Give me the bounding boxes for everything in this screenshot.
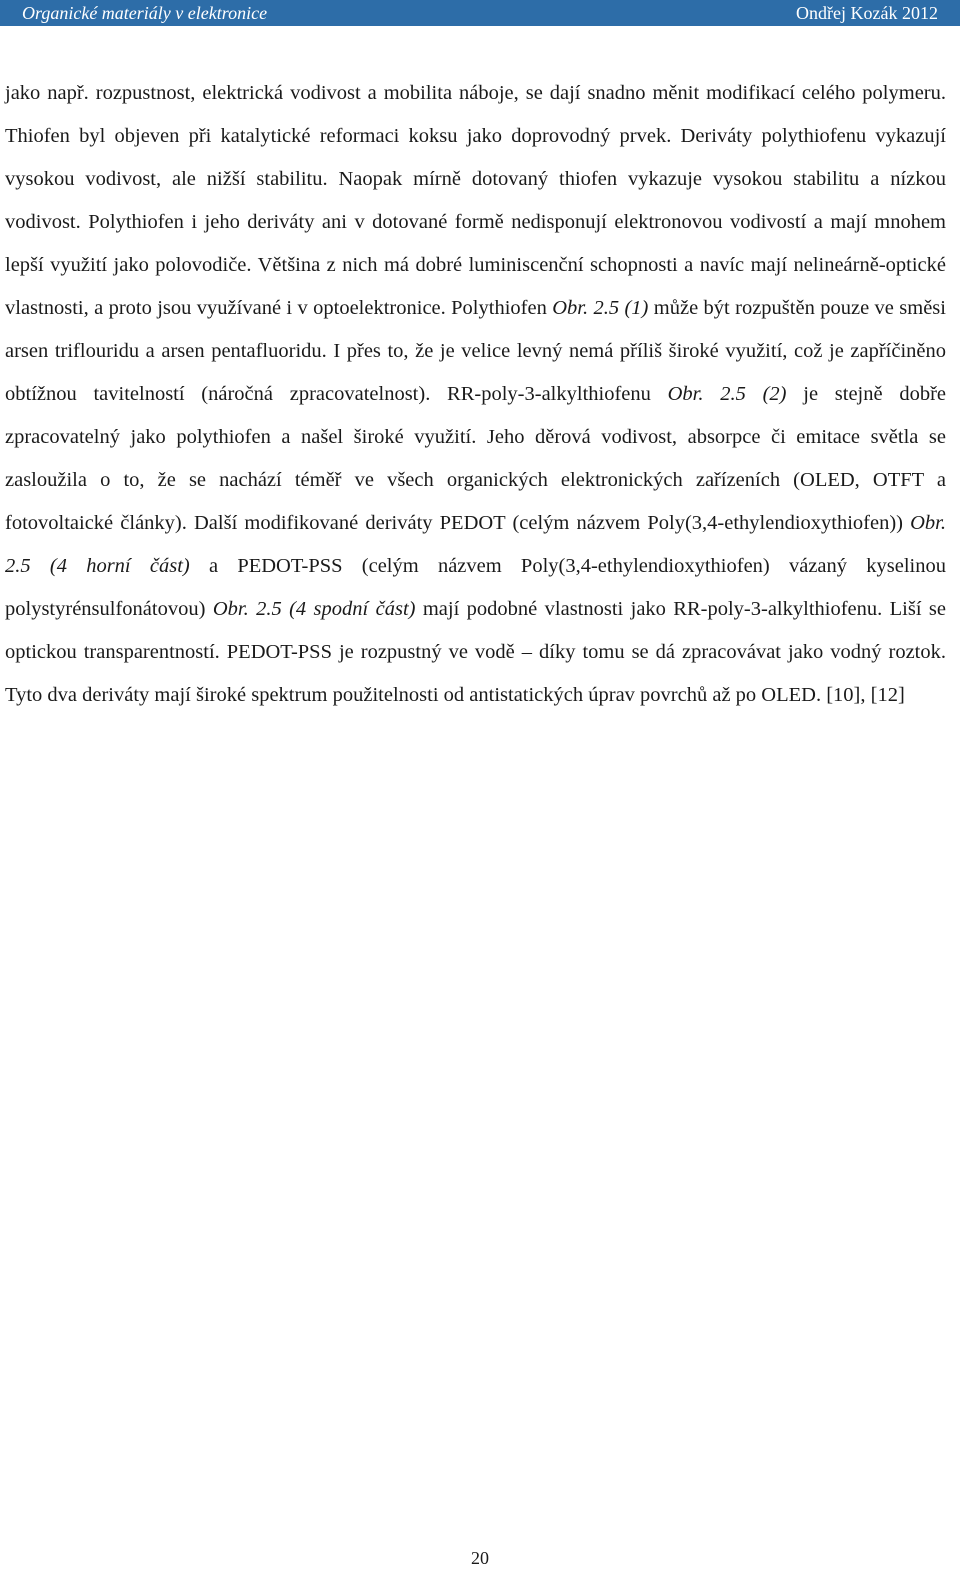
figure-reference: Obr. 2.5 (1) xyxy=(552,297,649,319)
text-segment: a PEDOT-PSS (celým názvem Poly(3,4-ethylendioxythiofen) vázaný kyselinou polystyrénsulfonátovou) xyxy=(5,555,946,620)
text-segment: jako např. rozpustnost, elektrická vodivost a mobilita náboje, se dají snadno měnit modifikací celého polymeru. Thiofen byl objeven při katalytické reformaci koksu jako doprovodný prvek. Deriváty polythiofenu vykazují vysokou vodivost, ale nižší stabilitu. Naopak mírně dotovaný thiofen vykazuje vysokou stabilitu a nízkou vodivost. Polythiofen i jeho deriváty ani v dotované formě nedisponují elektronovou vodivostí a mají mnohem lepší využití jako polovodiče. Většina z nich má dobré luminiscenční schopnosti a navíc mají nelineárně-optické vlastnosti, a proto jsou využívané i v optoelektronice. Polythiofen xyxy=(5,82,946,319)
page-number: 20 xyxy=(471,1548,489,1568)
figure-reference: Obr. 2.5 (4 horní část) xyxy=(5,512,946,577)
text-segment: je stejně dobře zpracovatelný jako polythiofen a našel široké využití. Jeho děrová vodivost, absorpce či emitace světla se zasloužila o to, že se nachází téměř ve všech organických elektronických zařízeních (OLED, OTFT a fotovoltaické články). Další modifikované deriváty PEDOT (celým názvem Poly(3,4-ethylendioxythiofen)) xyxy=(5,383,946,534)
body-text xyxy=(5,72,946,717)
header-document-title: Organické materiály v elektronice xyxy=(22,3,268,23)
text-segment: mají podobné vlastnosti jako RR-poly-3-alkylthiofenu. Liší se optickou transparentností. PEDOT-PSS je rozpustný ve vodě – díky tomu se dá zpracovávat jako vodný roztok. Tyto dva deriváty mají široké spektrum použitelnosti od antistatických úprav povrchů až po OLED. [10], [12] xyxy=(5,598,947,706)
header-author-year: Ondřej Kozák 2012 xyxy=(796,3,938,23)
text-segment: může být rozpuštěn pouze ve směsi arsen triflouridu a arsen pentafluoridu. I přes to, že je velice levný nemá příliš široké využití, což je zapříčiněno obtížnou tavitelností (náročná zpracovatelnost). RR-poly-3-alkylthiofenu xyxy=(5,297,946,405)
page-header xyxy=(0,0,960,26)
paragraph xyxy=(5,72,946,717)
figure-reference: Obr. 2.5 (4 spodní část) xyxy=(212,598,416,620)
figure-reference: Obr. 2.5 (2) xyxy=(667,383,787,405)
